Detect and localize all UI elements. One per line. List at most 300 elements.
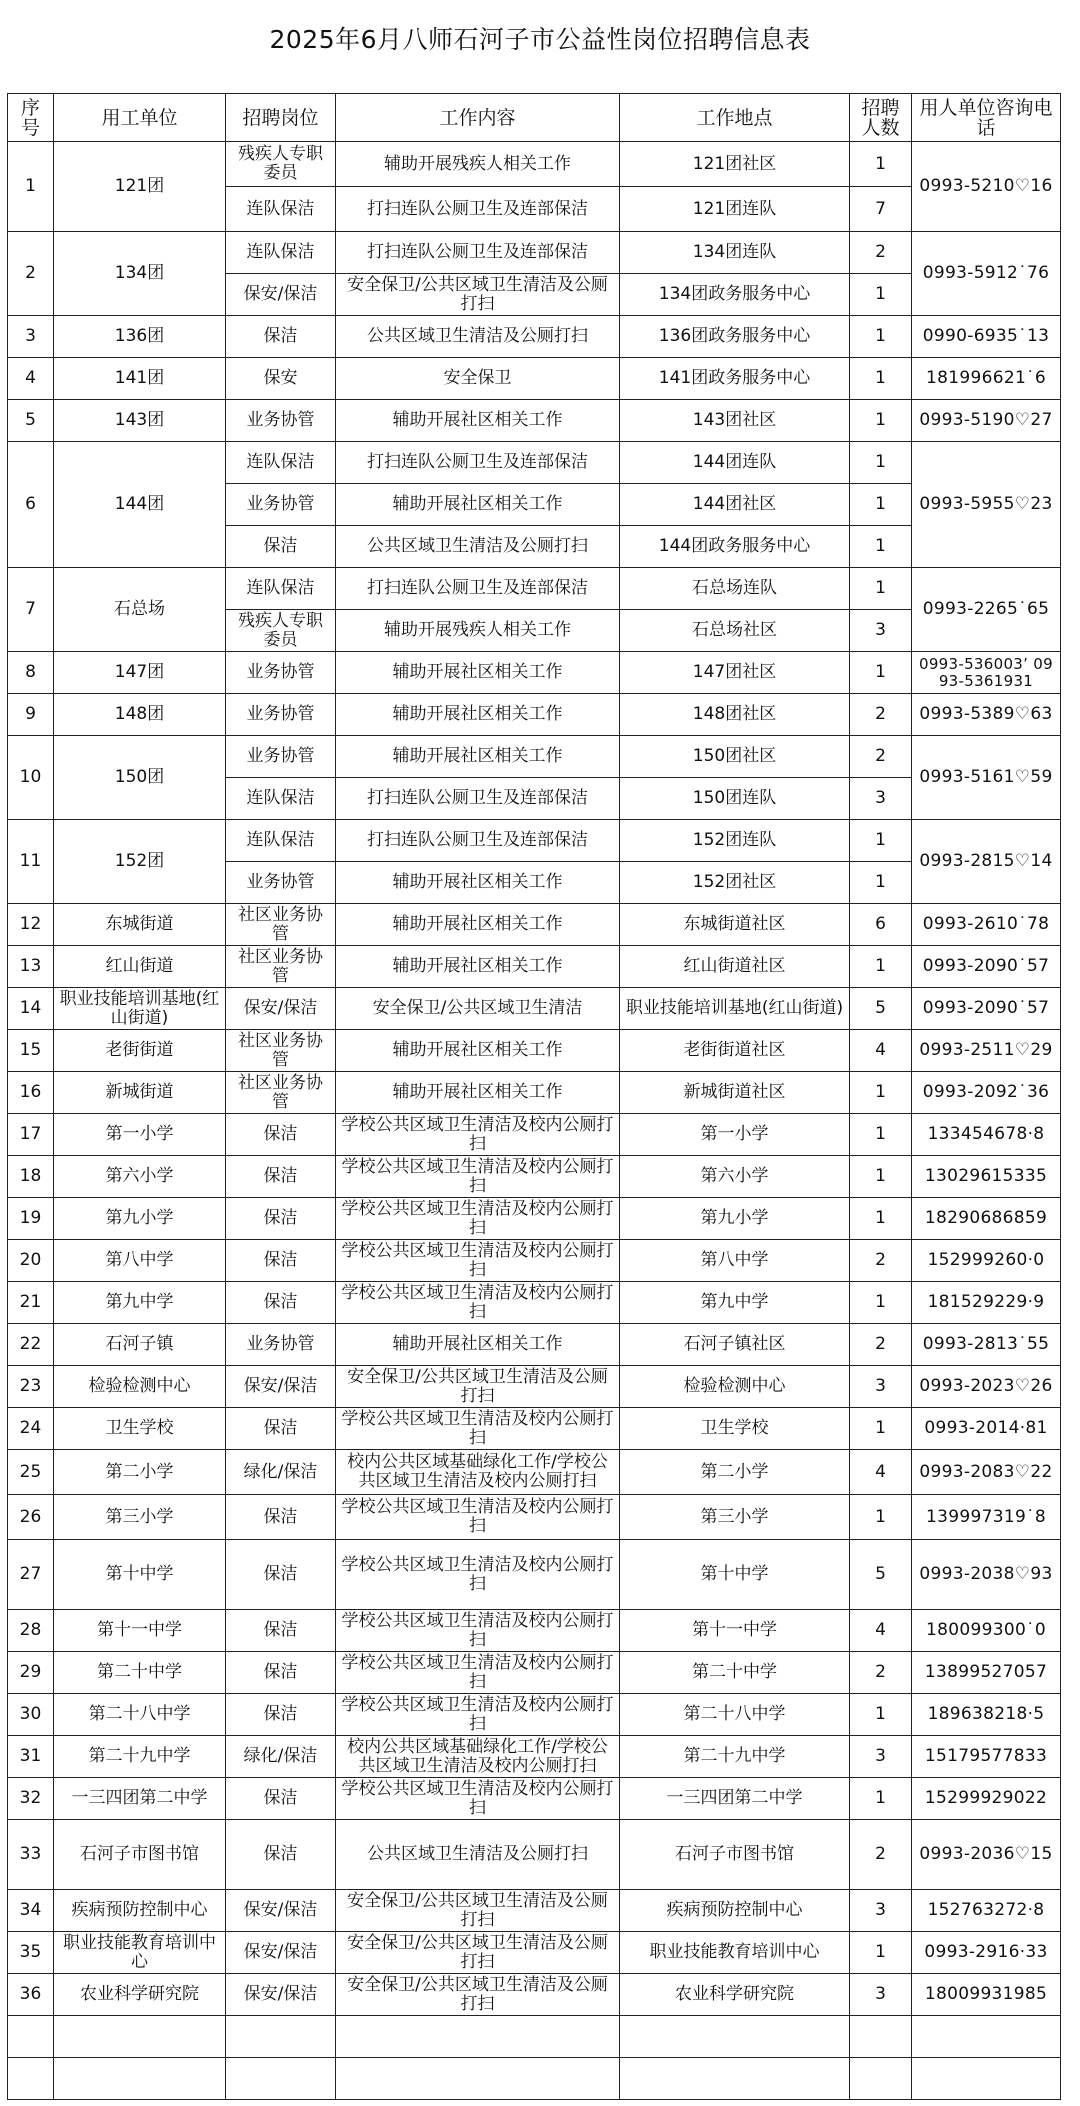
cell-content: 安全保卫/公共区域卫生清洁及公厕打扫: [336, 1932, 620, 1974]
cell-seq: 9: [8, 694, 54, 736]
table-row: [8, 1072, 1061, 1114]
cell-unit: 141团: [54, 358, 226, 400]
table-row: [8, 1324, 1061, 1366]
table-row: [8, 988, 1061, 1030]
cell-phone: 0990-6935˙13: [912, 316, 1061, 358]
table-row: [8, 694, 1061, 736]
cell-unit: 136团: [54, 316, 226, 358]
cell-location: 新城街道社区: [620, 1072, 850, 1114]
table-row: [8, 1156, 1061, 1198]
cell-location: 148团社区: [620, 694, 850, 736]
cell-seq: 12: [8, 904, 54, 946]
cell-count: 1: [850, 484, 912, 526]
cell-seq: 24: [8, 1408, 54, 1450]
cell-count: 3: [850, 1890, 912, 1932]
cell-phone: 0993-2083♡22: [912, 1450, 1061, 1495]
cell-content: [336, 2058, 620, 2100]
cell-location: 144团社区: [620, 484, 850, 526]
recruitment-table: [7, 93, 1061, 2100]
cell-post: 保洁: [226, 316, 336, 358]
cell-post: 保安/保洁: [226, 1932, 336, 1974]
cell-phone: 189638218⋅5: [912, 1694, 1061, 1736]
cell-seq: 16: [8, 1072, 54, 1114]
cell-unit: 第六小学: [54, 1156, 226, 1198]
cell-phone: 181529229⋅9: [912, 1282, 1061, 1324]
cell-location: 红山街道社区: [620, 946, 850, 988]
cell-seq: 21: [8, 1282, 54, 1324]
cell-seq: 15: [8, 1030, 54, 1072]
cell-count: 1: [850, 1198, 912, 1240]
cell-phone: 0993-5912˙76: [912, 232, 1061, 316]
cell-count: 5: [850, 988, 912, 1030]
cell-seq: 5: [8, 400, 54, 442]
header-content: 工作内容: [336, 94, 620, 142]
cell-content: 辅助开展社区相关工作: [336, 484, 620, 526]
cell-location: 第十中学: [620, 1540, 850, 1610]
cell-count: 1: [850, 568, 912, 610]
cell-content: 学校公共区域卫生清洁及校内公厕打扫: [336, 1652, 620, 1694]
cell-post: 业务协管: [226, 1324, 336, 1366]
cell-content: 学校公共区域卫生清洁及校内公厕打扫: [336, 1198, 620, 1240]
cell-phone: 0993-5190♡27: [912, 400, 1061, 442]
cell-count: 1: [850, 946, 912, 988]
cell-post: 连队保洁: [226, 187, 336, 232]
cell-content: 学校公共区域卫生清洁及校内公厕打扫: [336, 1778, 620, 1820]
cell-unit: 第十一中学: [54, 1610, 226, 1652]
table-row: [8, 442, 1061, 484]
cell-location: 121团社区: [620, 142, 850, 187]
cell-content: 公共区域卫生清洁及公厕打扫: [336, 1820, 620, 1890]
cell-seq: 6: [8, 442, 54, 568]
cell-post: 绿化/保洁: [226, 1450, 336, 1495]
cell-post: 保安/保洁: [226, 1366, 336, 1408]
table-row: [8, 1820, 1061, 1890]
cell-location: 150团社区: [620, 736, 850, 778]
cell-count: [850, 2016, 912, 2058]
table-row: [8, 1778, 1061, 1820]
cell-count: 3: [850, 1974, 912, 2016]
cell-content: 辅助开展社区相关工作: [336, 652, 620, 694]
cell-content: 辅助开展社区相关工作: [336, 904, 620, 946]
cell-post: 保洁: [226, 1282, 336, 1324]
cell-count: 2: [850, 232, 912, 274]
cell-unit: 石总场: [54, 568, 226, 652]
cell-count: 1: [850, 1495, 912, 1540]
table-row: [8, 652, 1061, 694]
cell-count: 1: [850, 1408, 912, 1450]
cell-content: 打扫连队公厕卫生及连部保洁: [336, 568, 620, 610]
cell-phone: 0993-2813˙55: [912, 1324, 1061, 1366]
cell-unit: 第二小学: [54, 1450, 226, 1495]
cell-phone: 152999260⋅0: [912, 1240, 1061, 1282]
cell-post: 残疾人专职委员: [226, 142, 336, 187]
cell-post: 保安/保洁: [226, 274, 336, 316]
cell-location: 疾病预防控制中心: [620, 1890, 850, 1932]
cell-unit: 石河子镇: [54, 1324, 226, 1366]
cell-post: 保洁: [226, 526, 336, 568]
cell-post: 业务协管: [226, 484, 336, 526]
cell-post: 保洁: [226, 1694, 336, 1736]
cell-content: 公共区域卫生清洁及公厕打扫: [336, 316, 620, 358]
cell-count: 1: [850, 442, 912, 484]
cell-unit: 152团: [54, 820, 226, 904]
cell-content: 学校公共区域卫生清洁及校内公厕打扫: [336, 1408, 620, 1450]
cell-phone: 0993-2511♡29: [912, 1030, 1061, 1072]
cell-content: 辅助开展社区相关工作: [336, 946, 620, 988]
cell-location: 石河子镇社区: [620, 1324, 850, 1366]
cell-unit: 144团: [54, 442, 226, 568]
cell-post: 业务协管: [226, 862, 336, 904]
cell-seq: 4: [8, 358, 54, 400]
cell-count: 7: [850, 187, 912, 232]
cell-seq: 17: [8, 1114, 54, 1156]
cell-location: 152团连队: [620, 820, 850, 862]
table-row: [8, 1652, 1061, 1694]
cell-content: 打扫连队公厕卫生及连部保洁: [336, 778, 620, 820]
cell-unit: 卫生学校: [54, 1408, 226, 1450]
cell-location: 检验检测中心: [620, 1366, 850, 1408]
cell-unit: 一三四团第二中学: [54, 1778, 226, 1820]
cell-phone: 133454678⋅8: [912, 1114, 1061, 1156]
cell-unit: 第八中学: [54, 1240, 226, 1282]
cell-content: 学校公共区域卫生清洁及校内公厕打扫: [336, 1610, 620, 1652]
cell-post: 业务协管: [226, 400, 336, 442]
cell-location: 143团社区: [620, 400, 850, 442]
cell-count: 2: [850, 694, 912, 736]
cell-content: 学校公共区域卫生清洁及校内公厕打扫: [336, 1156, 620, 1198]
cell-seq: 36: [8, 1974, 54, 2016]
cell-location: 134团连队: [620, 232, 850, 274]
cell-location: 石总场社区: [620, 610, 850, 652]
cell-content: 辅助开展社区相关工作: [336, 1030, 620, 1072]
cell-seq: 34: [8, 1890, 54, 1932]
table-row: [8, 400, 1061, 442]
cell-location: 老街街道社区: [620, 1030, 850, 1072]
cell-phone: 0993-2916⋅33: [912, 1932, 1061, 1974]
cell-post: 保洁: [226, 1778, 336, 1820]
cell-count: 1: [850, 1932, 912, 1974]
cell-location: 东城街道社区: [620, 904, 850, 946]
cell-location: 144团连队: [620, 442, 850, 484]
cell-location: 卫生学校: [620, 1408, 850, 1450]
cell-content: 辅助开展社区相关工作: [336, 694, 620, 736]
cell-content: 学校公共区域卫生清洁及校内公厕打扫: [336, 1495, 620, 1540]
cell-unit: 148团: [54, 694, 226, 736]
cell-content: 安全保卫/公共区域卫生清洁及公厕打扫: [336, 1974, 620, 2016]
cell-post: 社区业务协管: [226, 1072, 336, 1114]
cell-phone: 0993-2038♡93: [912, 1540, 1061, 1610]
cell-location: 第二小学: [620, 1450, 850, 1495]
cell-content: 辅助开展社区相关工作: [336, 400, 620, 442]
table-row: [8, 820, 1061, 862]
cell-content: 校内公共区域基础绿化工作/学校公共区域卫生清洁及校内公厕打扫: [336, 1450, 620, 1495]
cell-unit: 红山街道: [54, 946, 226, 988]
cell-post: 保洁: [226, 1156, 336, 1198]
cell-seq: 28: [8, 1610, 54, 1652]
cell-unit: 第一小学: [54, 1114, 226, 1156]
table-row: [8, 2058, 1061, 2100]
cell-content: 校内公共区域基础绿化工作/学校公共区域卫生清洁及校内公厕打扫: [336, 1736, 620, 1778]
cell-phone: 0993-2265˙65: [912, 568, 1061, 652]
cell-phone: 180099300˙0: [912, 1610, 1061, 1652]
cell-phone: 181996621˙6: [912, 358, 1061, 400]
cell-phone: 0993-536003’ 0993-5361931: [912, 652, 1061, 694]
cell-phone: 0993-2090˙57: [912, 946, 1061, 988]
cell-phone: 13899527057: [912, 1652, 1061, 1694]
cell-phone: 0993-5389♡63: [912, 694, 1061, 736]
cell-location: 农业科学研究院: [620, 1974, 850, 2016]
cell-seq: 3: [8, 316, 54, 358]
cell-content: 辅助开展残疾人相关工作: [336, 610, 620, 652]
cell-location: 一三四团第二中学: [620, 1778, 850, 1820]
cell-count: 4: [850, 1610, 912, 1652]
cell-unit: 职业技能培训基地(红山街道): [54, 988, 226, 1030]
cell-location: 121团连队: [620, 187, 850, 232]
cell-phone: 0993-2036♡15: [912, 1820, 1061, 1890]
cell-post: 连队保洁: [226, 442, 336, 484]
cell-seq: 11: [8, 820, 54, 904]
cell-phone: 0993-2610˙78: [912, 904, 1061, 946]
cell-unit: 第九中学: [54, 1282, 226, 1324]
cell-phone: 0993-5955♡23: [912, 442, 1061, 568]
cell-count: 1: [850, 1072, 912, 1114]
cell-content: 打扫连队公厕卫生及连部保洁: [336, 187, 620, 232]
cell-unit: [54, 2058, 226, 2100]
cell-content: 辅助开展社区相关工作: [336, 1324, 620, 1366]
cell-seq: 19: [8, 1198, 54, 1240]
cell-seq: 27: [8, 1540, 54, 1610]
cell-seq: 23: [8, 1366, 54, 1408]
cell-count: 5: [850, 1540, 912, 1610]
cell-post: 社区业务协管: [226, 1030, 336, 1072]
header-seq: 序号: [8, 94, 54, 142]
cell-phone: 15299929022: [912, 1778, 1061, 1820]
cell-seq: 29: [8, 1652, 54, 1694]
cell-content: 安全保卫: [336, 358, 620, 400]
cell-content: 公共区域卫生清洁及公厕打扫: [336, 526, 620, 568]
cell-location: [620, 2058, 850, 2100]
cell-unit: 143团: [54, 400, 226, 442]
table-row: [8, 1282, 1061, 1324]
cell-content: [336, 2016, 620, 2058]
cell-post: 业务协管: [226, 694, 336, 736]
cell-location: 第二十九中学: [620, 1736, 850, 1778]
cell-post: 连队保洁: [226, 820, 336, 862]
cell-count: 1: [850, 1282, 912, 1324]
cell-phone: 139997319˙8: [912, 1495, 1061, 1540]
cell-seq: 18: [8, 1156, 54, 1198]
cell-phone: 0993-5161♡59: [912, 736, 1061, 820]
cell-post: 连队保洁: [226, 232, 336, 274]
cell-unit: 121团: [54, 142, 226, 232]
cell-unit: 147团: [54, 652, 226, 694]
page-title: 2025年6月八师石河子市公益性岗位招聘信息表: [269, 25, 811, 54]
cell-seq: 2: [8, 232, 54, 316]
cell-seq: 25: [8, 1450, 54, 1495]
table-row: [8, 1932, 1061, 1974]
table-row: [8, 946, 1061, 988]
cell-post: 残疾人专职委员: [226, 610, 336, 652]
cell-phone: 13029615335: [912, 1156, 1061, 1198]
cell-count: 3: [850, 778, 912, 820]
cell-content: 辅助开展残疾人相关工作: [336, 142, 620, 187]
table-row: [8, 568, 1061, 610]
table-row: [8, 1736, 1061, 1778]
cell-post: 保洁: [226, 1198, 336, 1240]
cell-post: 保洁: [226, 1820, 336, 1890]
table-header-row: [8, 94, 1061, 142]
cell-post: 业务协管: [226, 652, 336, 694]
cell-count: 4: [850, 1030, 912, 1072]
cell-location: 144团政务服务中心: [620, 526, 850, 568]
cell-location: 147团社区: [620, 652, 850, 694]
cell-location: 第三小学: [620, 1495, 850, 1540]
cell-count: 2: [850, 1652, 912, 1694]
cell-phone: 0993-2815♡14: [912, 820, 1061, 904]
cell-seq: 13: [8, 946, 54, 988]
cell-count: 2: [850, 1324, 912, 1366]
cell-location: 141团政务服务中心: [620, 358, 850, 400]
cell-count: 3: [850, 610, 912, 652]
cell-content: 安全保卫/公共区域卫生清洁及公厕打扫: [336, 1366, 620, 1408]
cell-seq: 14: [8, 988, 54, 1030]
cell-phone: 18290686859: [912, 1198, 1061, 1240]
cell-post: 保洁: [226, 1240, 336, 1282]
cell-post: 社区业务协管: [226, 946, 336, 988]
cell-unit: 新城街道: [54, 1072, 226, 1114]
cell-unit: 第二十九中学: [54, 1736, 226, 1778]
cell-location: 第九中学: [620, 1282, 850, 1324]
cell-content: 学校公共区域卫生清洁及校内公厕打扫: [336, 1540, 620, 1610]
table-row: [8, 358, 1061, 400]
cell-location: 134团政务服务中心: [620, 274, 850, 316]
table-row: [8, 142, 1061, 187]
cell-post: [226, 2058, 336, 2100]
table-row: [8, 1114, 1061, 1156]
table-row: [8, 1198, 1061, 1240]
cell-unit: [54, 2016, 226, 2058]
cell-phone: [912, 2016, 1061, 2058]
cell-location: 第九小学: [620, 1198, 850, 1240]
cell-count: 1: [850, 820, 912, 862]
cell-count: 3: [850, 1366, 912, 1408]
cell-count: 1: [850, 400, 912, 442]
cell-phone: 0993-2092˙36: [912, 1072, 1061, 1114]
cell-phone: [912, 2058, 1061, 2100]
table-row: [8, 1495, 1061, 1540]
cell-unit: 第二十八中学: [54, 1694, 226, 1736]
cell-unit: 疾病预防控制中心: [54, 1890, 226, 1932]
cell-post: 保安/保洁: [226, 1890, 336, 1932]
cell-unit: 150团: [54, 736, 226, 820]
cell-location: 第十一中学: [620, 1610, 850, 1652]
cell-seq: [8, 2058, 54, 2100]
cell-location: 150团连队: [620, 778, 850, 820]
cell-count: 1: [850, 142, 912, 187]
table-row: [8, 904, 1061, 946]
header-count: 招聘人数: [850, 94, 912, 142]
table-row: [8, 1974, 1061, 2016]
cell-post: 保安/保洁: [226, 988, 336, 1030]
cell-count: 1: [850, 652, 912, 694]
cell-count: [850, 2058, 912, 2100]
cell-location: 石总场连队: [620, 568, 850, 610]
cell-post: 连队保洁: [226, 778, 336, 820]
header-post: 招聘岗位: [226, 94, 336, 142]
cell-post: 保洁: [226, 1540, 336, 1610]
cell-location: [620, 2016, 850, 2058]
cell-content: 学校公共区域卫生清洁及校内公厕打扫: [336, 1694, 620, 1736]
cell-seq: 10: [8, 736, 54, 820]
cell-location: 职业技能培训基地(红山街道): [620, 988, 850, 1030]
cell-phone: 0993-2014⋅81: [912, 1408, 1061, 1450]
cell-content: 学校公共区域卫生清洁及校内公厕打扫: [336, 1114, 620, 1156]
cell-location: 石河子市图书馆: [620, 1820, 850, 1890]
cell-content: 安全保卫/公共区域卫生清洁及公厕打扫: [336, 274, 620, 316]
cell-post: 保洁: [226, 1114, 336, 1156]
cell-count: 1: [850, 862, 912, 904]
cell-seq: 20: [8, 1240, 54, 1282]
table-row: [8, 736, 1061, 778]
cell-seq: 22: [8, 1324, 54, 1366]
cell-count: 1: [850, 358, 912, 400]
table-row: [8, 232, 1061, 274]
cell-content: 打扫连队公厕卫生及连部保洁: [336, 232, 620, 274]
cell-unit: 第九小学: [54, 1198, 226, 1240]
cell-location: 第六小学: [620, 1156, 850, 1198]
cell-unit: 检验检测中心: [54, 1366, 226, 1408]
cell-content: 学校公共区域卫生清洁及校内公厕打扫: [336, 1282, 620, 1324]
cell-location: 第一小学: [620, 1114, 850, 1156]
cell-post: 保洁: [226, 1408, 336, 1450]
cell-unit: 东城街道: [54, 904, 226, 946]
cell-seq: 8: [8, 652, 54, 694]
cell-phone: 0993-2090˙57: [912, 988, 1061, 1030]
cell-phone: 18009931985: [912, 1974, 1061, 2016]
cell-count: 2: [850, 1240, 912, 1282]
cell-content: 学校公共区域卫生清洁及校内公厕打扫: [336, 1240, 620, 1282]
cell-content: 打扫连队公厕卫生及连部保洁: [336, 442, 620, 484]
cell-count: 3: [850, 1736, 912, 1778]
cell-count: 1: [850, 1694, 912, 1736]
cell-seq: 31: [8, 1736, 54, 1778]
cell-location: 152团社区: [620, 862, 850, 904]
cell-content: 辅助开展社区相关工作: [336, 736, 620, 778]
cell-count: 1: [850, 1156, 912, 1198]
cell-count: 1: [850, 1778, 912, 1820]
cell-content: 辅助开展社区相关工作: [336, 862, 620, 904]
cell-post: 保洁: [226, 1495, 336, 1540]
cell-content: 打扫连队公厕卫生及连部保洁: [336, 820, 620, 862]
cell-post: 保洁: [226, 1610, 336, 1652]
cell-seq: [8, 2016, 54, 2058]
table-row: [8, 1890, 1061, 1932]
cell-post: 绿化/保洁: [226, 1736, 336, 1778]
cell-count: 4: [850, 1450, 912, 1495]
cell-post: [226, 2016, 336, 2058]
table-row: [8, 2016, 1061, 2058]
cell-content: 辅助开展社区相关工作: [336, 1072, 620, 1114]
cell-unit: 老街街道: [54, 1030, 226, 1072]
cell-location: 第二十中学: [620, 1652, 850, 1694]
cell-seq: 1: [8, 142, 54, 232]
cell-count: 1: [850, 274, 912, 316]
cell-phone: 15179577833: [912, 1736, 1061, 1778]
cell-count: 1: [850, 1114, 912, 1156]
cell-unit: 石河子市图书馆: [54, 1820, 226, 1890]
cell-seq: 7: [8, 568, 54, 652]
cell-phone: 152763272⋅8: [912, 1890, 1061, 1932]
